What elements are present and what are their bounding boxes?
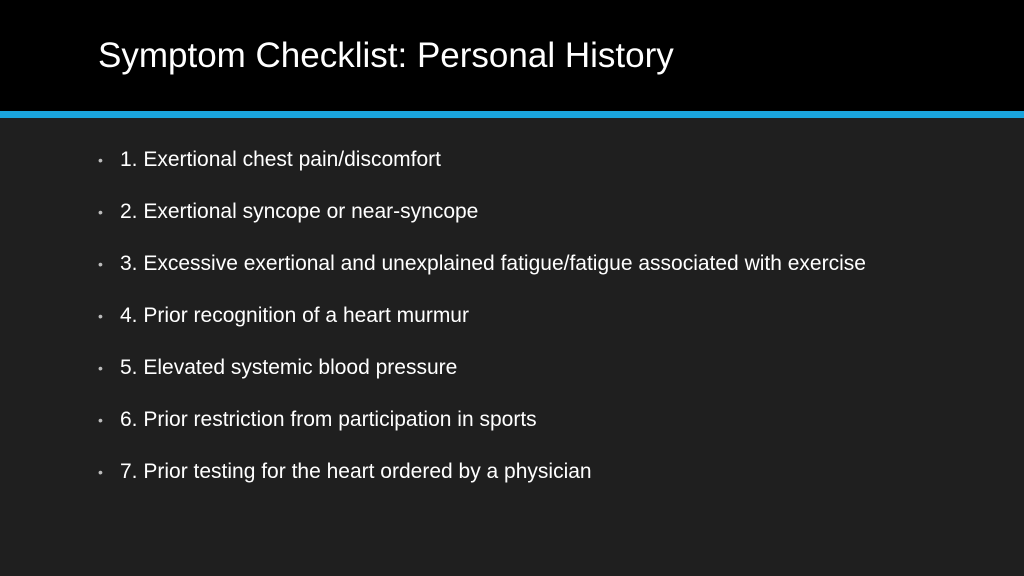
bullet-text: 2. Exertional syncope or near-syncope	[120, 200, 479, 223]
bullet-icon: •	[98, 204, 103, 220]
bullet-item-5	[98, 354, 898, 382]
bullet-list	[98, 146, 898, 510]
slide-title: Symptom Checklist: Personal History	[98, 36, 674, 75]
bullet-text: 3. Excessive exertional and unexplained fatigue/fatigue associated with exercise	[120, 252, 866, 275]
title-header	[0, 0, 1024, 111]
bullet-item-1	[98, 146, 898, 174]
bullet-text: 7. Prior testing for the heart ordered by a physician	[120, 460, 592, 483]
bullet-text: 4. Prior recognition of a heart murmur	[120, 304, 469, 327]
bullet-item-4	[98, 302, 898, 330]
bullet-item-6	[98, 406, 898, 434]
bullet-text: 5. Elevated systemic blood pressure	[120, 356, 458, 379]
bullet-icon: •	[98, 308, 103, 324]
bullet-icon: •	[98, 412, 103, 428]
bullet-text: 1. Exertional chest pain/discomfort	[120, 148, 441, 171]
bullet-icon: •	[98, 256, 103, 272]
bullet-item-3	[98, 250, 898, 278]
bullet-icon: •	[98, 464, 103, 480]
bullet-item-2	[98, 198, 898, 226]
bullet-text: 6. Prior restriction from participation in sports	[120, 408, 537, 431]
accent-bar	[0, 111, 1024, 118]
bullet-icon: •	[98, 360, 103, 376]
bullet-item-7	[98, 458, 898, 486]
bullet-icon: •	[98, 152, 103, 168]
